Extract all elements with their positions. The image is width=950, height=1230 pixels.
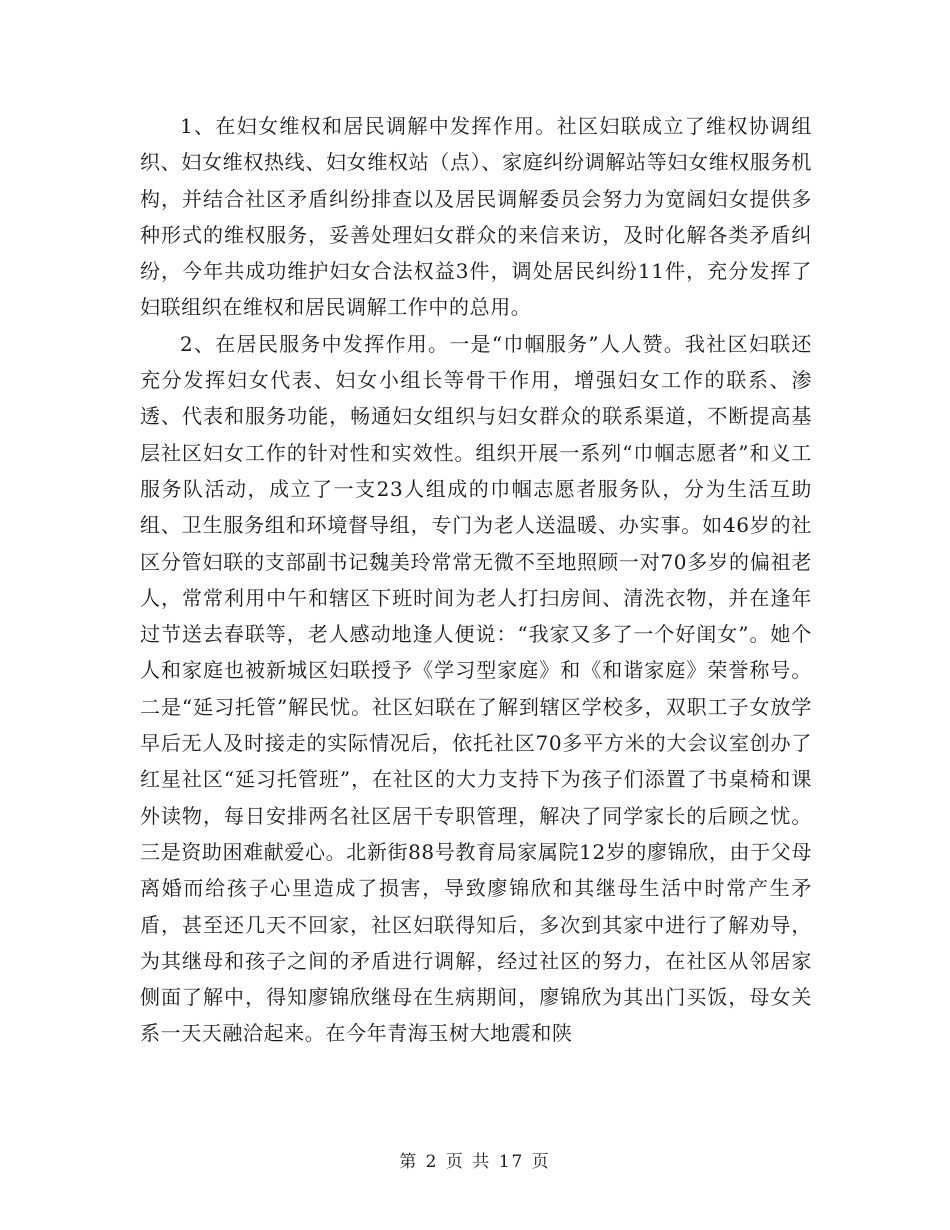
page-number-footer: 第 2 页 共 17 页 [399,1152,551,1172]
paragraph-resident-services: 2、在居民服务中发挥作用。一是“巾帼服务”人人赞。我社区妇联还充分发挥妇女代表、妇女小组长等骨干作用，增强妇女工作的联系、渗透、代表和服务功能，畅通妇女组织与妇女群众的联系渠道，不断提高基层社区妇女工作的针对性和实效性。组织开展一系列“巾帼志愿者”和义工服务队活动，成立了一支23人组成的巾帼志愿者服务队，分为生活互助组、卫生服务组和环境督导组，专门为老人送温暖、办实事。如46岁的社区分管妇联的支部副书记魏美玲常常无微不至地照顾一对70多岁的偏祖老人，常常利用中午和辖区下班时间为老人打扫房间、清洗衣物，并在逢年过节送去春联等，老人感动地逢人便说：“我家又多了一个好闺女”。她个人和家庭也被新城区妇联授予《学习型家庭》和《和谐家庭》荣誉称号。二是“延习托管”解民忧。社区妇联在了解到辖区学校多，双职工子女放学早后无人及时接走的实际情况后，依托社区70多平方米的大会议室创办了红星社区“延习托管班”，在社区的大力支持下为孩子们添置了书桌椅和课外读物，每日安排两名社区居干专职管理，解决了同学家长的后顾之忧。三是资助困难献爱心。北新街88号教育局家属院12岁的廖锦欣，由于父母离婚而给孩子心里造成了损害，导致廖锦欣和其继母生活中时常产生矛盾，甚至还几天不回家，社区妇联得知后，多次到其家中进行了解劝导，为其继母和孩子之间的矛盾进行调解，经过社区的努力，在社区从邻居家侧面了解中，得知廖锦欣继母在生病期间，廖锦欣为其出门买饭，母女关系一天天融洽起来。在今年青海玉树大地震和陕 [140,331,812,1046]
document-body [140,108,812,1052]
paragraph-rights-mediation: 1、在妇女维权和居民调解中发挥作用。社区妇联成立了维权协调组织、妇女维权热线、妇女维权站（点）、家庭纠纷调解站等妇女维权服务机构，并结合社区矛盾纠纷排查以及居民调解委员会努力为宽阔妇女提供多种形式的维权服务，妥善处理妇女群众的来信来访，及时化解各类矛盾纠纷，今年共成功维护妇女合法权益3件，调处居民纠纷11件，充分发挥了妇联组织在维权和居民调解工作中的总用。 [140,114,812,320]
